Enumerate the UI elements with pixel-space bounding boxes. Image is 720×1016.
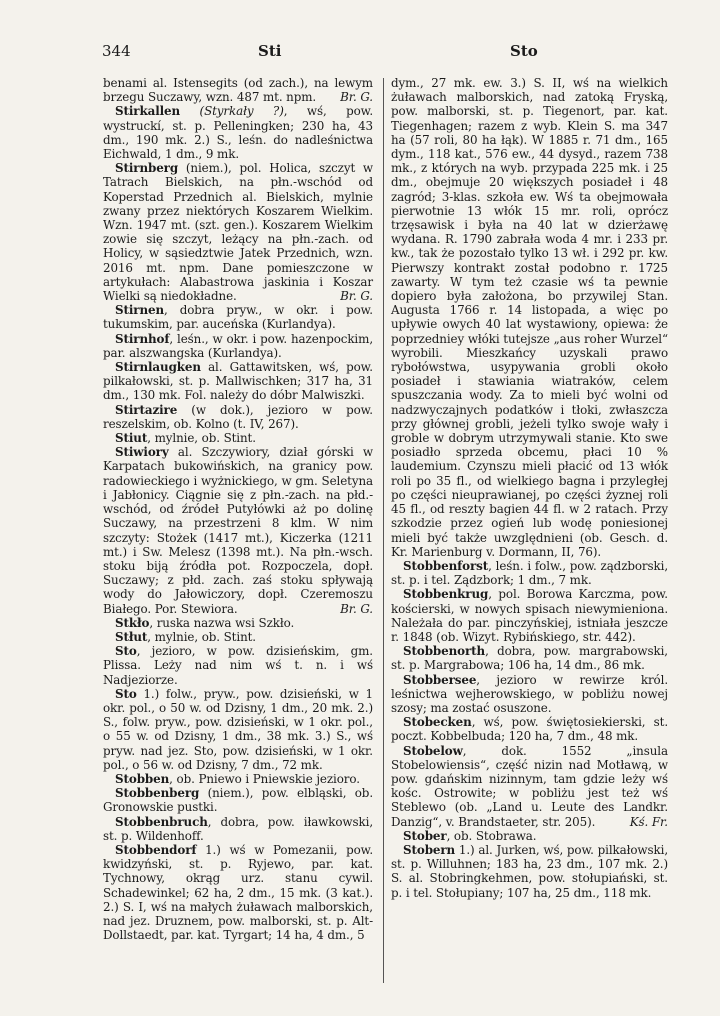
entry-text: (niem.), pol. Holica, szczyt w Tatrach Bielskich, na płn.-wschód od Koperstad Przednich al. Bielskich, mylnie zwany przez niektórych Koszarem Wielkim. Wzn. 1947 mt. (szt. gen.). Koszarem Wielkim zowie się szczyt, leżący na płn.-zach. od Holicy, w sąsiedztwie Jatek Przednich, wzn. 2016 mt. npm. Dane pomieszczone w artykułach: Alabastrowa jaskinia i Koszar Wielki są niedokładne. bbox=[103, 161, 373, 304]
dictionary-entry bbox=[103, 360, 373, 403]
entry-headword: Stobelow bbox=[403, 743, 463, 758]
entry-headword: Stiwiory bbox=[115, 445, 169, 460]
dictionary-entry bbox=[103, 303, 373, 331]
dictionary-entry bbox=[103, 445, 373, 615]
entry-text: , dobra pryw., w okr. i pow. tukumskim, par. auceńska (Kurlandya). bbox=[103, 303, 373, 332]
dictionary-entry bbox=[103, 104, 373, 161]
entry-headword: Stobbenkrug bbox=[403, 587, 489, 602]
entry-headword: Stobbersee bbox=[403, 672, 477, 687]
entry-text: , dobra, pow. margrabowski, st. p. Margrabowa; 106 ha, 14 dm., 86 mk. bbox=[391, 644, 668, 673]
dictionary-entry bbox=[391, 559, 668, 587]
entry-headword: Stobbenbruch bbox=[115, 814, 208, 829]
entry-text: (w dok.), jezioro w pow. reszelskim, ob. Kolno (t. IV, 267). bbox=[103, 402, 373, 431]
entry-headword: Stober bbox=[403, 828, 447, 843]
entry-headword: Stobbenorth bbox=[403, 644, 486, 659]
entry-text: , pol. Borowa Karczma, pow. kościerski, w nowych spisach niewymieniona. Należała do par. pinczyńskiej, istniała jeszcze r. 1848 (ob. Wizyt. Rybińskiego, str. 442). bbox=[391, 587, 668, 644]
entry-text: , jezioro w rewirze król. leśnictwa wejherowskiego, w pobliżu nowej szosy; ma zostać osuszone. bbox=[391, 672, 668, 715]
dictionary-entry bbox=[391, 829, 668, 843]
page-number: 344 bbox=[102, 42, 131, 60]
entry-text: , wś, pow. wystruckí, st. p. Pelleningken; 230 ha, 43 dm., 190 mk. 2.) S., leśn. do nadleśnictwa Eichwald, 1 dm., 9 mk. bbox=[103, 104, 373, 162]
dictionary-entry bbox=[103, 772, 373, 786]
entry-text: , mylnie, ob. Stint. bbox=[147, 431, 256, 446]
author-signature: Br. G. bbox=[340, 601, 373, 616]
entry-headword: Stkło bbox=[115, 615, 150, 630]
right-guide-word: Sto bbox=[510, 42, 538, 60]
entry-variant: (Styrkały ?) bbox=[199, 104, 284, 119]
author-signature: Br. G. bbox=[340, 90, 373, 105]
dictionary-entry bbox=[391, 673, 668, 716]
entry-headword: Stobern bbox=[403, 842, 456, 857]
dictionary-entry bbox=[103, 403, 373, 431]
dictionary-entry bbox=[103, 843, 373, 942]
entry-headword: Stirkallen bbox=[115, 104, 181, 119]
entry-text: , wś, pow. świętosiekierski, st. poczt. Kobbelbuda; 120 ha, 7 dm., 48 mk. bbox=[391, 715, 668, 744]
dictionary-entry bbox=[391, 843, 668, 900]
column-divider bbox=[383, 78, 384, 983]
entry-headword: Stirnhof bbox=[115, 331, 170, 346]
entry-text: 1.) folw., pryw., pow. dzisieński, w 1 okr. pol., o 50 w. od Dzisny, 1 dm., 20 mk. 2.) S., folw. pryw., pow. dzisieński, w 1 okr. pol., o 55 w. od Dzisny, 1 dm., 38 mk. 3.) S., wś pryw. nad jez. Sto, pow. dzisieński, w 1 okr. pol., o 56 w. od Dzisny, 7 dm., 72 mk. bbox=[103, 686, 373, 772]
entry-text: , dobra, pow. iławkowski, st. p. Wildenhoff. bbox=[103, 814, 373, 843]
dictionary-entry bbox=[103, 616, 373, 630]
right-column bbox=[391, 76, 668, 900]
left-guide-word: Sti bbox=[258, 42, 282, 60]
dictionary-entry bbox=[103, 644, 373, 687]
dictionary-entry bbox=[103, 815, 373, 843]
dictionary-entry bbox=[103, 431, 373, 445]
entry-text: , ob. Pniewo i Pniewskie jezioro. bbox=[169, 771, 360, 786]
dictionary-entry bbox=[103, 786, 373, 814]
entry-text: , jezioro, w pow. dzisieńskim, gm. Plissa. Leży nad nim wś t. n. i wś Nadjeziorze. bbox=[103, 644, 373, 687]
entry-text: (niem.), pow. elbląski, ob. Gronowskie pustki. bbox=[103, 786, 373, 815]
author-signature: Br. G. bbox=[340, 289, 373, 304]
entry-text: al. Szczywiory, dział górski w Karpatach bukowińskich, na granicy pow. radowieckiego i wyżnickiego, w gm. Seletyna i Jabłonicy. Ciągnie się z płn.-zach. na płd.-wschód, od źródeł Putyłówki aż po dolinę Suczawy, na przestrzeni 8 klm. W nim szczyty: Stożek (1417 mt.), Kiczerka (1211 mt.) i Sw. Melesz (1398 mt.). Na płn.-wsch. stoku biją źródła pot. Rozpoczela, dopł. Suczawy; z płd. zach. zaś stoku spływają wody do Jałowiczory, dopł. Czeremoszu Białego. Por. Stewiora. bbox=[103, 445, 373, 616]
dictionary-entry bbox=[391, 587, 668, 644]
entry-headword: Stłut bbox=[115, 629, 148, 644]
dictionary-entry bbox=[103, 161, 373, 303]
dictionary-entry bbox=[391, 715, 668, 743]
left-column bbox=[103, 76, 373, 942]
entry-headword: Stobben bbox=[115, 771, 170, 786]
entry-headword: Stirnlaugken bbox=[115, 360, 201, 375]
entry-headword: Stobbendorf bbox=[115, 842, 197, 857]
dictionary-entry bbox=[391, 644, 668, 672]
entry-text: 1.) al. Jurken, wś, pow. pilkałowski, st. p. Willuhnen; 183 ha, 23 dm., 107 mk. 2.) S. al. Stobringkehmen, pow. stołupiański, st. p. i tel. Stołupiany; 107 ha, 25 dm., 118 mk. bbox=[391, 842, 668, 900]
entry-text: , leśn. i folw., pow. ządzborski, st. p. i tel. Ządzbork; 1 dm., 7 mk. bbox=[391, 558, 668, 588]
entry-headword: Stobbenforst bbox=[403, 558, 489, 573]
entry-text: , ob. Stobrawa. bbox=[446, 828, 537, 843]
entry-headword: Stobbenberg bbox=[115, 786, 200, 801]
dictionary-entry bbox=[103, 630, 373, 644]
dictionary-entry bbox=[103, 687, 373, 772]
entry-text: , ruska nazwa wsi Szkło. bbox=[149, 615, 295, 630]
dictionary-entry bbox=[391, 76, 668, 559]
dictionary-entry bbox=[103, 76, 373, 104]
entry-headword: Stobecken bbox=[403, 715, 472, 730]
entry-text: dym., 27 mk. ew. 3.) S. II, wś na wielkich żuławach malborskich, nad zatoką Fryską, pow. malborski, st. p. Tiegenort, par. kat. Tiegenhagen; razem z wyb. Klein S. ma 347 ha (57 roli, 80 ha łąk). W 1885 r. 71 dm., 165 dym., 118 kat., 576 ew., 44 dysyd., razem 738 mk., z których na wyb. przypada 225 mk. i 25 dm., obejmuje 20 większych posiadeł i 48 zagród; 3-klas. szkoła ew. Wś ta obejmowała pierwotnie 13 włók 15 mr. roli, oprócz trzęsawisk i była na 40 lat w dzierżawę wydana. R. 1790 zabrała woda 4 mr. i 233 pr. kw., tak że pozostało tylko 13 wł. i 292 pr. kw. Pierwszy kontrakt został podobno r. 1725 zawarty. W tym też czasie wś ta pewnie dopiero była założona, bo przywilej Stan. Augusta 1766 r. 14 listopada, a więc po upływie owych 40 lat wystawiony, opiewa: że poprzedniey włóki tutejsze „aus roher Wurzel“ wyrobili. Mieszkańcy uzyskali prawo rybołówstwa, usypywania grobli około posiadeł i stawiania wiatraków, celem spuszczania wody. Za to mieli być wolni od nadzwyczajnych podatków i tłoki, zwłaszcza przy głównej grobli, jeżeli tylko swoje wały i groble w dobrym utrzymywali stanie. Kto swe posiadło sprzeda obcemu, płaci 10 % laudemium. Czynszu mieli płacić od 13 włók roli po 35 fl., od wielkiego bagna i przyległej po części nieuprawianej, po części żyznej roli 45 fl., od reszty bagien 44 fl. w 2 ratach. Przy szkodzie przez ogień lub wodę poniesionej mieli być także uwzględnieni (ob. Gesch. d. Kr. Marienburg v. Dormann, II, 76). bbox=[391, 76, 668, 559]
entry-text: benami al. Istensegits (od zach.), na lewym brzegu Suczawy, wzn. 487 mt. npm. bbox=[103, 76, 373, 105]
entry-headword: Stirnen bbox=[115, 303, 165, 318]
author-signature: Kś. Fr. bbox=[629, 814, 668, 829]
entry-text: , leśn., w okr. i pow. hazenpockim, par. alszwangska (Kurlandya). bbox=[103, 331, 373, 360]
entry-headword: Stiut bbox=[115, 431, 148, 446]
entry-text: 1.) wś w Pomezanii, pow. kwidzyński, st. p. Ryjewo, par. kat. Tychnowy, okrąg urz. stanu cywil. Schadewinkel; 62 ha, 2 dm., 15 mk. (3 kat.). 2.) S. I, wś na małych żuławach malborskich, nad jez. Druznem, pow. malborski, st. p. Alt-Dollstaedt, par. kat. Tyrgart; 14 ha, 4 dm., 5 bbox=[103, 842, 373, 943]
entry-headword: Stirtazire bbox=[115, 402, 178, 417]
entry-headword: Stirnberg bbox=[115, 161, 179, 176]
entry-text: , dok. 1552 „insula Stobelowiensis“, część nizin nad Motławą, w pow. gdańskim nizinnym, tam gdzie leży wś kośc. Ostrowite; w pobliżu jest też wś Steblewo (ob. „Land u. Leute des Landkr. Danzig“, v. Brandstaeter, str. 205). bbox=[391, 743, 668, 829]
entry-headword: Sto bbox=[115, 644, 137, 659]
entry-headword: Sto bbox=[115, 686, 137, 701]
entry-text: al. Gattawitsken, wś, pow. pilkałowski, st. p. Mallwischken; 317 ha, 31 dm., 130 mk. Fol. należy do dóbr Malwiszki. bbox=[103, 360, 373, 403]
entry-text: , mylnie, ob. Stint. bbox=[147, 629, 256, 644]
dictionary-entry bbox=[103, 332, 373, 360]
dictionary-entry bbox=[391, 744, 668, 829]
